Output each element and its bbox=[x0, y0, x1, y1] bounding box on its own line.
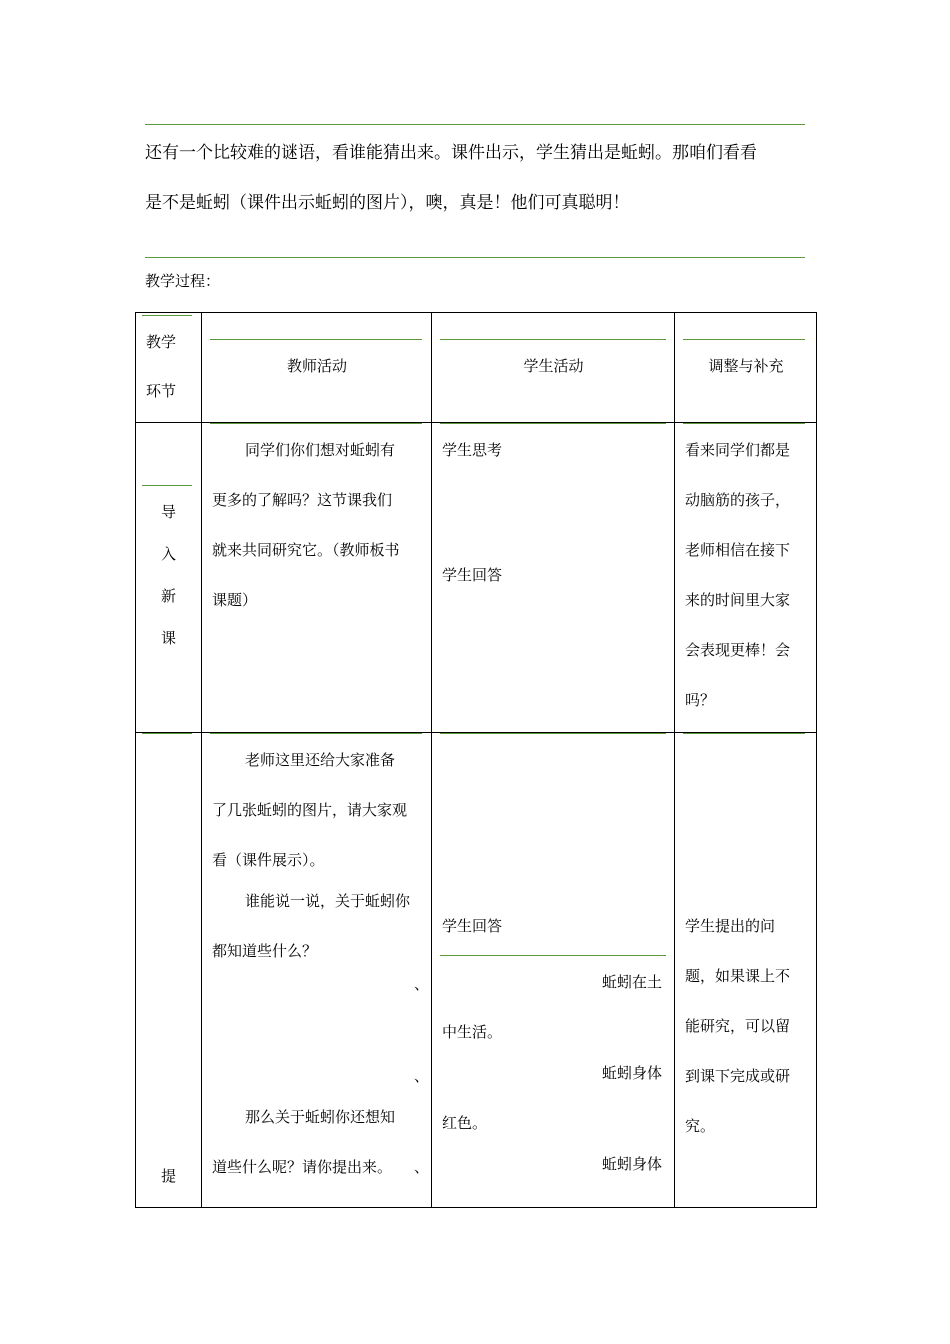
teacher-line: 那么关于蚯蚓你还想知 bbox=[245, 1108, 396, 1126]
teacher-line: 谁能说一说，关于蚯蚓你 bbox=[245, 892, 411, 910]
header-teacher: 教师活动 bbox=[286, 357, 347, 375]
cell-accent-line bbox=[683, 339, 805, 340]
notes-line: 到课下完成或研 bbox=[685, 1067, 791, 1085]
stage-char: 入 bbox=[160, 545, 176, 563]
header-student-cell bbox=[432, 313, 675, 423]
lesson-table bbox=[135, 312, 817, 1208]
cell-accent-line bbox=[440, 423, 666, 424]
cell-accent-line bbox=[142, 733, 192, 734]
teacher-line: 、 bbox=[414, 975, 430, 993]
header-notes-cell bbox=[675, 313, 817, 423]
student-cell bbox=[432, 733, 675, 1208]
notes-line: 究。 bbox=[685, 1117, 716, 1135]
notes-line: 看来同学们都是 bbox=[685, 441, 791, 459]
cell-accent-line bbox=[142, 315, 192, 316]
stage-char: 提 bbox=[160, 1167, 176, 1185]
student-line: 学生回答 bbox=[442, 566, 503, 584]
section-label: 教学过程： bbox=[145, 272, 221, 290]
table-row bbox=[136, 423, 817, 733]
student-line: 中生活。 bbox=[442, 1023, 503, 1041]
header-stage-line-1: 教学 bbox=[146, 333, 177, 351]
teacher-line: 更多的了解吗？这节课我们 bbox=[212, 491, 393, 509]
student-line: 学生思考 bbox=[442, 441, 503, 459]
notes-line: 吗？ bbox=[685, 691, 716, 709]
table-row bbox=[136, 733, 817, 1208]
header-student: 学生活动 bbox=[523, 357, 584, 375]
student-line: 学生回答 bbox=[442, 917, 503, 935]
cell-accent-line bbox=[210, 733, 422, 734]
teacher-line: 、 bbox=[414, 1158, 430, 1176]
header-stage-cell bbox=[136, 313, 202, 423]
teacher-line: 都知道些什么？ bbox=[212, 942, 318, 960]
cell-accent-line bbox=[683, 423, 805, 424]
cell-accent-line bbox=[440, 339, 666, 340]
middle-divider bbox=[145, 257, 805, 258]
stage-cell bbox=[136, 733, 202, 1208]
student-line: 蚯蚓在土 bbox=[601, 973, 662, 991]
cell-accent-line bbox=[142, 485, 192, 486]
teacher-line: 了几张蚯蚓的图片，请大家观 bbox=[212, 801, 408, 819]
header-teacher-cell bbox=[202, 313, 432, 423]
student-line: 蚯蚓身体 bbox=[601, 1064, 662, 1082]
notes-line: 动脑筋的孩子， bbox=[685, 491, 791, 509]
teacher-line: 道些什么呢？请你提出来。 bbox=[212, 1158, 393, 1176]
notes-cell bbox=[675, 733, 817, 1208]
intro-line-2: 是不是蚯蚓（课件出示蚯蚓的图片），噢，真是！他们可真聪明！ bbox=[145, 193, 630, 213]
notes-line: 能研究，可以留 bbox=[685, 1017, 791, 1035]
header-notes: 调整与补充 bbox=[708, 357, 784, 375]
teacher-line: 看（课件展示）。 bbox=[212, 851, 325, 869]
notes-line: 老师相信在接下 bbox=[685, 541, 791, 559]
teacher-cell bbox=[202, 733, 432, 1208]
notes-line: 题，如果课上不 bbox=[685, 967, 791, 985]
student-line: 蚯蚓身体 bbox=[601, 1155, 662, 1173]
cell-accent-line bbox=[210, 339, 422, 340]
cell-accent-line bbox=[683, 733, 805, 734]
student-cell bbox=[432, 423, 675, 733]
notes-line: 会表现更棒！会 bbox=[685, 641, 791, 659]
stage-char: 新 bbox=[160, 587, 176, 605]
table-header-row bbox=[136, 313, 817, 423]
cell-accent-line bbox=[440, 733, 666, 734]
stage-char: 课 bbox=[160, 629, 176, 647]
notes-line: 来的时间里大家 bbox=[685, 591, 791, 609]
notes-line: 学生提出的问 bbox=[685, 917, 776, 935]
intro-paragraph bbox=[145, 128, 810, 228]
top-divider bbox=[145, 124, 805, 125]
teacher-line: 课题） bbox=[212, 591, 258, 609]
teacher-line: 、 bbox=[414, 1067, 430, 1085]
stage-cell bbox=[136, 423, 202, 733]
cell-accent-line bbox=[440, 955, 666, 956]
cell-accent-line bbox=[210, 423, 422, 424]
notes-cell bbox=[675, 423, 817, 733]
intro-line-1: 还有一个比较难的谜语，看谁能猜出来。课件出示，学生猜出是蚯蚓。那咱们看看 bbox=[145, 143, 757, 163]
stage-char: 导 bbox=[160, 503, 176, 521]
teacher-line: 就来共同研究它。（教师板书 bbox=[212, 541, 400, 559]
teacher-line: 老师这里还给大家准备 bbox=[245, 751, 396, 769]
student-line: 红色。 bbox=[442, 1114, 488, 1132]
header-stage-line-2: 环节 bbox=[146, 382, 177, 400]
teacher-cell bbox=[202, 423, 432, 733]
teacher-line: 同学们你们想对蚯蚓有 bbox=[245, 441, 396, 459]
